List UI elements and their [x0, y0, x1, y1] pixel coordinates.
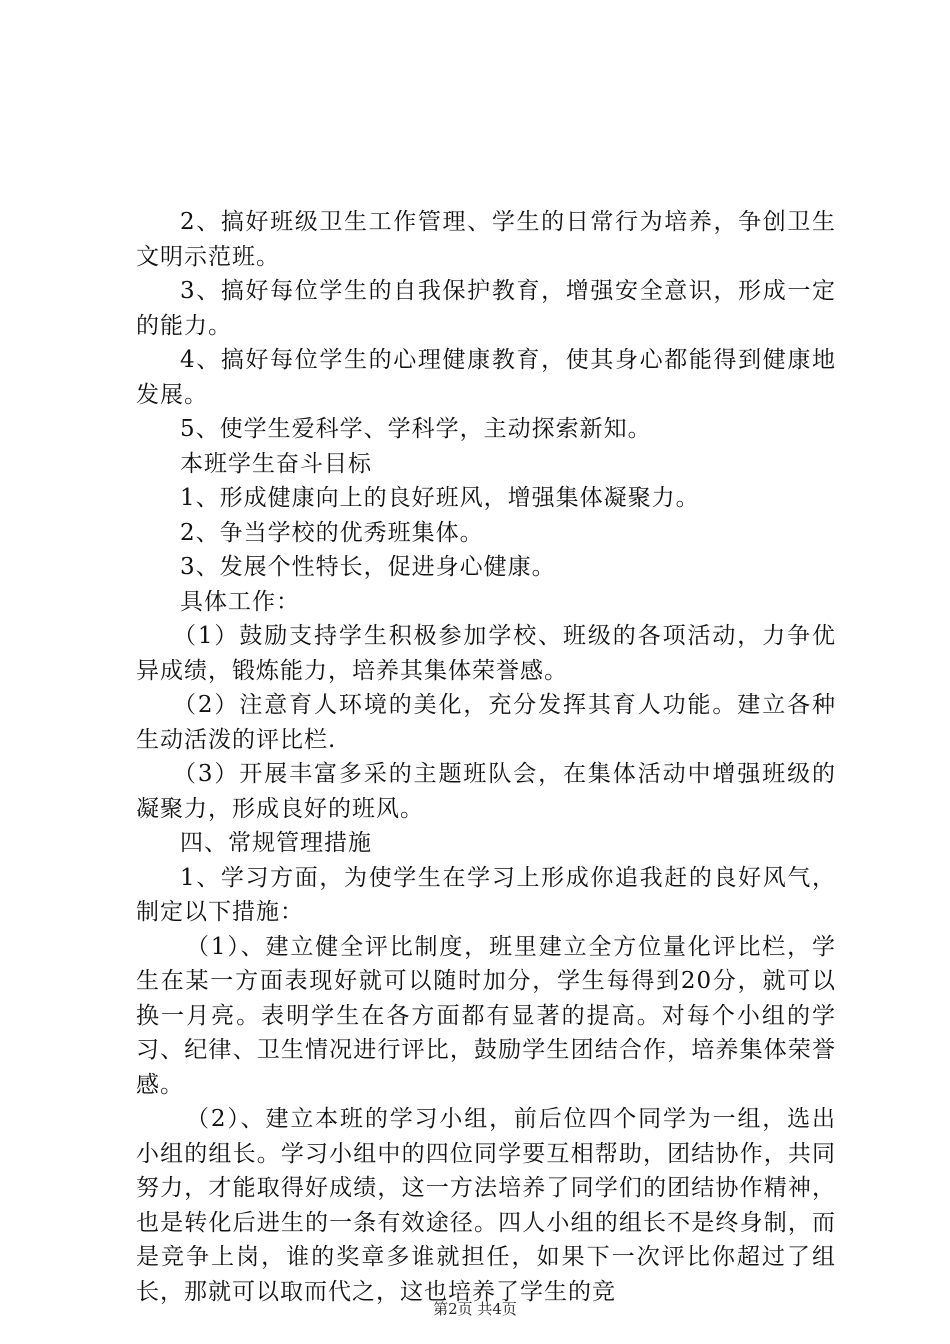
paragraph: （2）注意育人环境的美化，充分发挥其育人功能。建立各种生动活泼的评比栏.	[136, 692, 836, 753]
paragraph: 1、学习方面，为使学生在学习上形成你追我赶的良好风气，制定以下措施：	[136, 864, 836, 925]
document-body	[136, 205, 836, 1309]
section-heading: 四、常规管理措施	[180, 830, 372, 856]
paragraph: 1、形成健康向上的良好班风，增强集体凝聚力。	[180, 485, 700, 511]
section-heading: 本班学生奋斗目标	[180, 450, 372, 477]
paragraph: 3、搞好每位学生的自我保护教育，增强安全意识，形成一定的能力。	[136, 278, 836, 339]
paragraph: 4、搞好每位学生的心理健康教育，使其身心都能得到健康地发展。	[136, 347, 836, 408]
section-heading: 具体工作：	[180, 588, 300, 615]
paragraph: （2）、建立本班的学习小组，前后位四个同学为一组，选出小组的组长。学习小组中的四位同学要互相帮助，团结协作，共同努力，才能取得好成绩，这一方法培养了同学们的团结协作精神，也是转化后进生的一条有效途径。四人小组的组长不是终身制，而是竞争上岗，谁的奖章多谁就担任，如果下一次评比你超过了组长，那就可以取而代之，这也培养了学生的竞	[136, 1106, 836, 1305]
paragraph: 2、搞好班级卫生工作管理、学生的日常行为培养，争创卫生文明示范班。	[136, 209, 836, 270]
page-number-label: 第2页 共4页	[433, 1300, 517, 1318]
page-footer	[0, 1298, 950, 1319]
paragraph: （3）开展丰富多采的主题班队会，在集体活动中增强班级的凝聚力，形成良好的班风。	[136, 761, 836, 822]
paragraph: 2、争当学校的优秀班集体。	[180, 519, 484, 546]
paragraph: 3、发展个性特长，促进身心健康。	[180, 554, 556, 580]
paragraph: 5、使学生爱科学、学科学，主动探索新知。	[180, 416, 652, 442]
paragraph: （1）、建立健全评比制度，班里建立全方位量化评比栏，学生在某一方面表现好就可以随时加分，学生每得到20分，就可以换一月亮。表明学生在各方面都有显著的提高。对每个小组的学习、纪律、卫生情况进行评比，鼓励学生团结合作，培养集体荣誉感。	[136, 933, 836, 1098]
paragraph: （1）鼓励支持学生积极参加学校、班级的各项活动，力争优异成绩，锻炼能力，培养其集体荣誉感。	[136, 623, 836, 684]
